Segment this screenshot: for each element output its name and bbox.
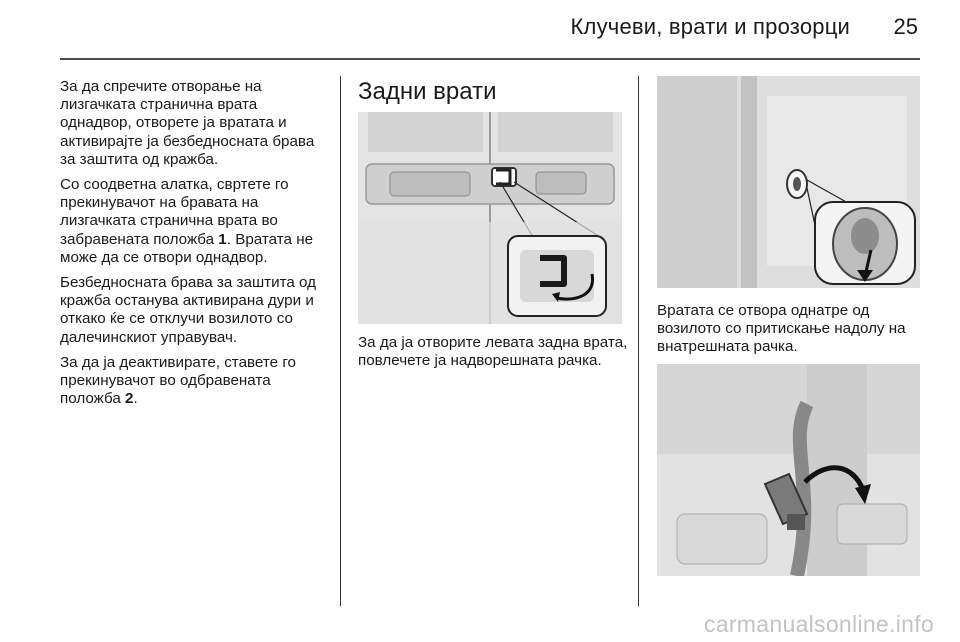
paragraph-open-rear-door: За да ја отворите левата задна врата, повлечете ја надворешната рачка. xyxy=(358,334,628,370)
text-run: . Вратата не може да се отвори однадвор. xyxy=(60,230,314,266)
column-divider-left xyxy=(340,76,341,606)
text-run: За да ја деактивирате, ставете го прекинувачот во одбравената положба xyxy=(60,353,296,408)
paragraph-open-from-inside: Вратата се отвора однатре од возилото со притискање надолу на внатрешната рачка. xyxy=(657,302,906,356)
text-column-1 xyxy=(60,78,330,415)
paragraph-remains-active: Безбедносната брава за заштита од кражба останува активирана дури и откако ќе се отклучи возилото со далечинскиот управувач. xyxy=(60,274,316,346)
text-run: Со соодветна алатка, свртете го прекинувачот на бравата на лизгачката странична врата во забравената положба xyxy=(60,176,289,248)
header-rule xyxy=(60,58,920,60)
position-2-bold: 2 xyxy=(125,390,134,408)
page-header-title: Клучеви, врати и прозорци xyxy=(570,14,850,39)
rear-door-handle-figure xyxy=(358,112,622,324)
paragraph-anti-theft-intro: За да спречите отворање на лизгачката странична врата однадвор, отворете ја вратата и активирајте ја безбедносната брава за заштита од кражба. xyxy=(60,78,315,168)
text-run: . xyxy=(133,390,138,408)
watermark: carmanualsonline.info xyxy=(703,611,934,637)
paragraph-lock-position xyxy=(60,176,330,267)
text-column-2-lower xyxy=(358,334,628,377)
page-number: 25 xyxy=(893,14,918,39)
text-column-3 xyxy=(657,302,927,364)
inside-lever-figure xyxy=(657,364,920,576)
column-divider-right xyxy=(638,76,639,606)
text-column-2 xyxy=(358,78,628,106)
section-heading-rear-doors: Задни врати xyxy=(358,78,497,105)
position-1-bold: 1 xyxy=(218,230,227,248)
inside-door-handle-figure xyxy=(657,76,920,288)
paragraph-deactivate xyxy=(60,354,330,409)
